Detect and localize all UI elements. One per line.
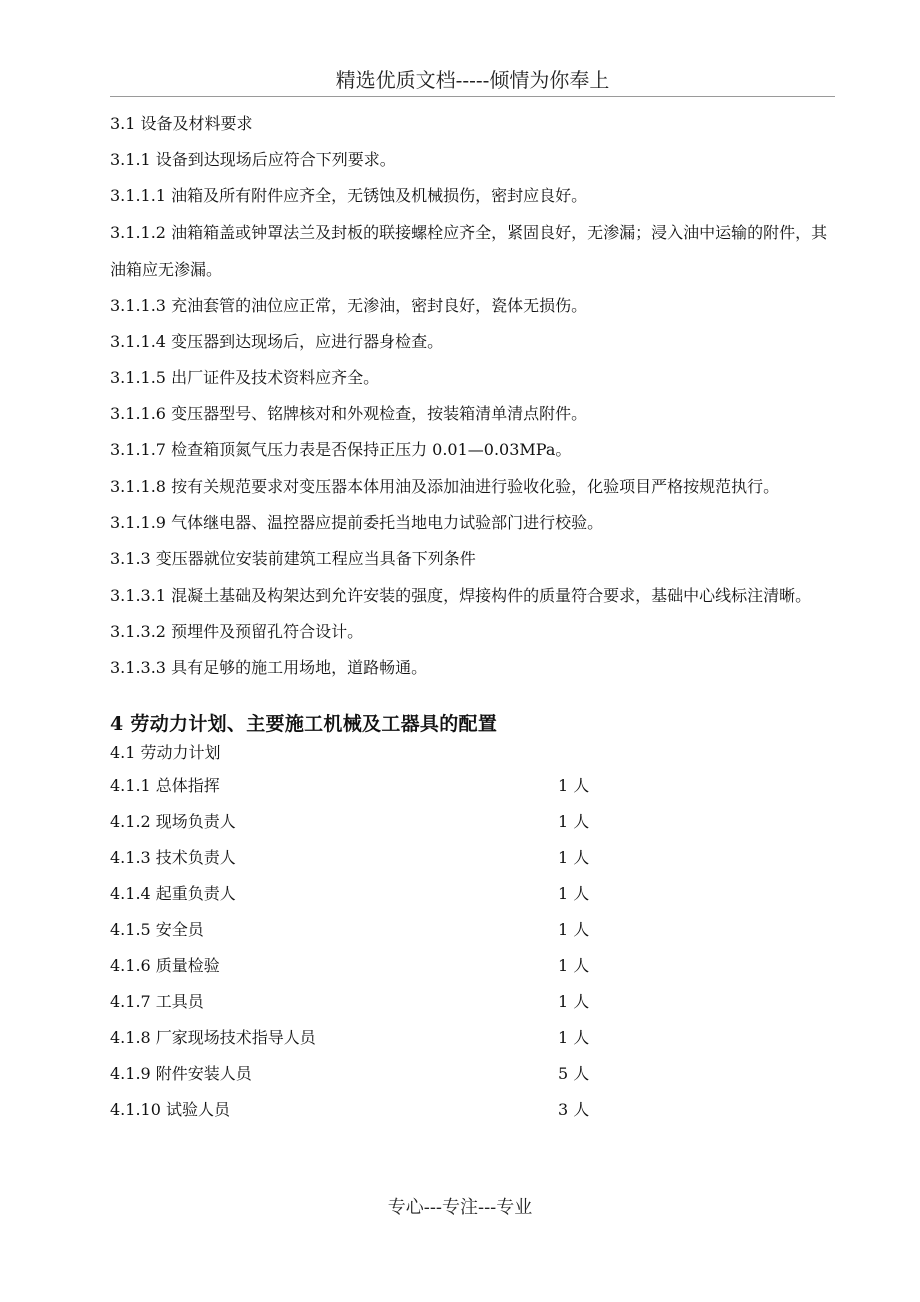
paragraph: 3.1.1.3 充油套管的油位应正常，无渗油，密封良好，瓷体无损伤。 [110,296,588,315]
section-heading-3-1: 3.1 设备及材料要求 [110,114,253,133]
paragraph: 3.1.1.2 油箱箱盖或钟罩法兰及封板的联接螺栓应齐全，紧固良好，无渗漏；浸入油中运输的附件，其油箱应无渗漏。 [110,223,828,279]
paragraph: 3.1.1 设备到达现场后应符合下列要求。 [110,150,396,169]
staff-role: 4.1.7 工具员 [110,992,204,1011]
document-body [110,106,836,1128]
staff-count: 3 人 [558,1100,590,1119]
staff-count: 1 人 [558,848,590,867]
staff-count: 1 人 [558,992,590,1011]
staff-count: 1 人 [558,1028,590,1047]
paragraph: 3.1.1.7 检查箱顶氮气压力表是否保持正压力 0.01—0.03MPa。 [110,440,572,459]
staff-role: 4.1.3 技术负责人 [110,848,236,867]
staff-role: 4.1.1 总体指挥 [110,776,220,795]
staff-row [110,1020,836,1056]
staff-role: 4.1.5 安全员 [110,920,204,939]
staff-row [110,912,836,948]
staff-row [110,1056,836,1092]
page-header: 精选优质文档-----倾情为你奉上 [110,64,835,97]
staff-row [110,984,836,1020]
staff-count: 1 人 [558,812,590,831]
paragraph: 3.1.1.4 变压器到达现场后，应进行器身检查。 [110,332,444,351]
staff-role: 4.1.8 厂家现场技术指导人员 [110,1028,316,1047]
staff-row [110,840,836,876]
paragraph: 3.1.3.2 预埋件及预留孔符合设计。 [110,622,364,641]
staff-row [110,1092,836,1128]
staff-list [110,768,836,1128]
paragraph: 3.1.1.9 气体继电器、温控器应提前委托当地电力试验部门进行校验。 [110,513,604,532]
staff-role: 4.1.2 现场负责人 [110,812,236,831]
staff-row [110,876,836,912]
page-footer: 专心---专注---专业 [387,1197,533,1218]
section-heading-4: 4 劳动力计划、主要施工机械及工器具的配置 [110,713,498,735]
staff-count: 1 人 [558,920,590,939]
staff-role: 4.1.9 附件安装人员 [110,1064,252,1083]
staff-role: 4.1.4 起重负责人 [110,884,236,903]
staff-count: 5 人 [558,1064,590,1083]
staff-row [110,768,836,804]
staff-count: 1 人 [558,956,590,975]
paragraph: 3.1.3 变压器就位安装前建筑工程应当具备下列条件 [110,549,476,568]
staff-count: 1 人 [558,884,590,903]
paragraph: 3.1.3.3 具有足够的施工用场地，道路畅通。 [110,658,428,677]
staff-count: 1 人 [558,776,590,795]
staff-role: 4.1.6 质量检验 [110,956,220,975]
staff-role: 4.1.10 试验人员 [110,1100,230,1119]
section-heading-4-1: 4.1 劳动力计划 [110,743,221,762]
paragraph: 3.1.1.5 出厂证件及技术资料应齐全。 [110,368,380,387]
paragraph: 3.1.1.1 油箱及所有附件应齐全，无锈蚀及机械损伤，密封应良好。 [110,186,588,205]
paragraph: 3.1.1.8 按有关规范要求对变压器本体用油及添加油进行验收化验，化验项目严格按规范执行。 [110,477,780,496]
paragraph: 3.1.3.1 混凝土基础及构架达到允许安装的强度，焊接构件的质量符合要求，基础中心线标注清晰。 [110,586,812,605]
staff-row [110,804,836,840]
staff-row [110,948,836,984]
paragraph: 3.1.1.6 变压器型号、铭牌核对和外观检查，按装箱清单清点附件。 [110,404,588,423]
